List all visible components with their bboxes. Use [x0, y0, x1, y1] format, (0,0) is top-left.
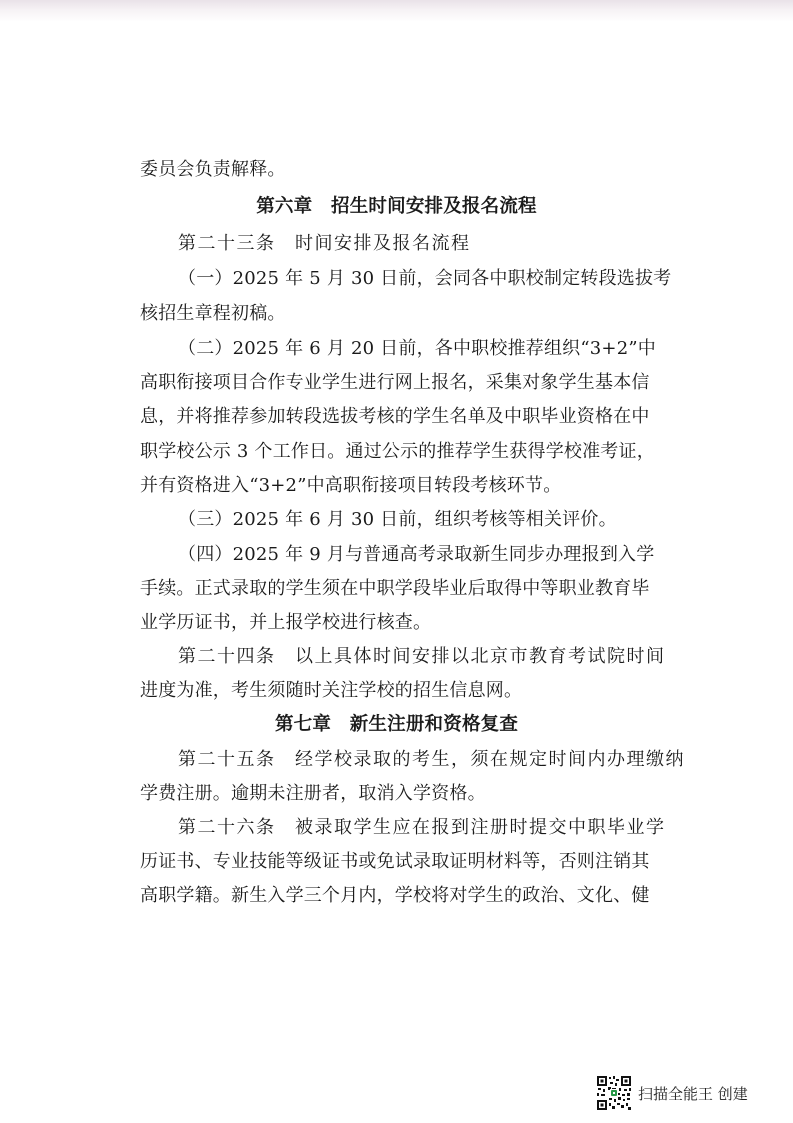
text-line: （四）2025 年 9 月与普通高考录取新生同步办理报到入学 — [178, 544, 655, 565]
text-line: 息，并将推荐参加转段选拔考核的学生名单及中职毕业资格在中 — [140, 406, 650, 427]
article-25: 第二十五条 经学校录取的考生，须在规定时间内办理缴纳 — [178, 749, 685, 770]
text-line: 手续。正式录取的学生须在中职学段毕业后取得中等职业教育毕 — [140, 578, 650, 599]
text-line: 并有资格进入“3+2”中高职衔接项目转段考核环节。 — [140, 475, 562, 496]
text-line: 高职学籍。新生入学三个月内，学校将对学生的政治、文化、健 — [140, 885, 650, 906]
text-line: 核招生章程初稿。 — [140, 303, 286, 324]
scan-edge-shadow — [0, 0, 793, 22]
scanner-watermark — [596, 1073, 748, 1113]
scanner-app-label: 扫描全能王 创建 — [638, 1084, 748, 1103]
text-line: 学费注册。逾期未注册者，取消入学资格。 — [140, 783, 486, 804]
text-line: （二）2025 年 6 月 20 日前，各中职校推荐组织“3+2”中 — [178, 338, 656, 359]
chapter-heading-6: 第六章 招生时间安排及报名流程 — [256, 196, 537, 217]
text-line: 历证书、专业技能等级证书或免试录取证明材料等，否则注销其 — [140, 851, 650, 872]
article-26: 第二十六条 被录取学生应在报到注册时提交中职毕业学 — [178, 817, 666, 838]
article-24: 第二十四条 以上具体时间安排以北京市教育考试院时间 — [178, 646, 666, 667]
text-line: （一）2025 年 5 月 30 日前，会同各中职校制定转段选拔考 — [178, 268, 672, 289]
text-line: （三）2025 年 6 月 30 日前，组织考核等相关评价。 — [178, 509, 617, 530]
text-line: 委员会负责解释。 — [140, 159, 286, 180]
text-line: 职学校公示 3 个工作日。通过公示的推荐学生获得学校准考证， — [140, 441, 655, 462]
text-line: 业学历证书，并上报学校进行核查。 — [140, 612, 432, 633]
text-line: 高职衔接项目合作专业学生进行网上报名，采集对象学生基本信 — [140, 372, 650, 393]
article-23-title: 第二十三条 时间安排及报名流程 — [178, 233, 471, 254]
chapter-heading-7: 第七章 新生注册和资格复查 — [274, 714, 519, 735]
qr-code-icon — [596, 1075, 632, 1111]
text-line: 进度为准，考生须随时关注学校的招生信息网。 — [140, 680, 523, 701]
